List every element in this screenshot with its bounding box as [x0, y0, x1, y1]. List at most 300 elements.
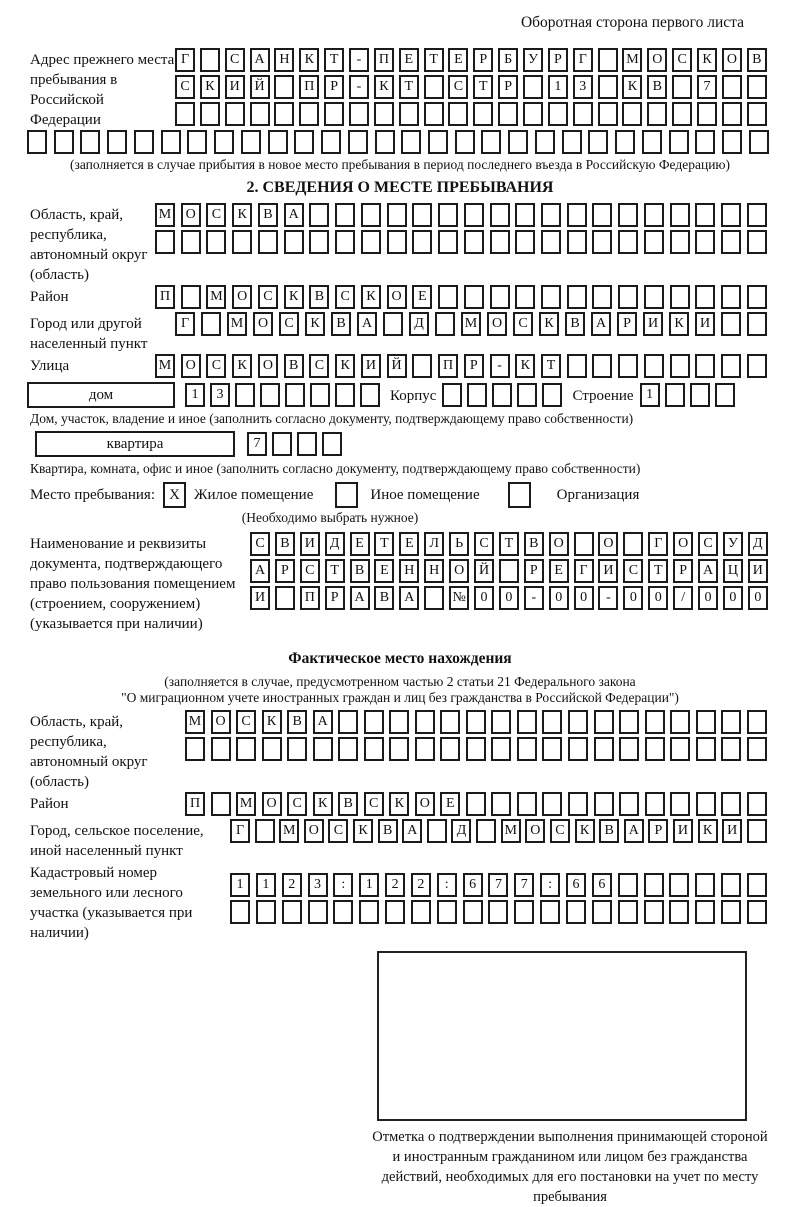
char-cell[interactable]	[588, 130, 608, 154]
char-cell[interactable]	[747, 710, 767, 734]
char-cell[interactable]: О	[181, 203, 201, 227]
char-cell[interactable]	[476, 819, 496, 843]
char-cell[interactable]: О	[232, 285, 252, 309]
char-cell[interactable]: К	[575, 819, 595, 843]
char-cell[interactable]	[490, 203, 510, 227]
char-cell[interactable]	[399, 102, 419, 126]
char-cell[interactable]: В	[378, 819, 398, 843]
char-cell[interactable]	[670, 230, 690, 254]
char-cell[interactable]	[241, 130, 261, 154]
char-cell[interactable]	[642, 130, 662, 154]
char-cell[interactable]: М	[206, 285, 226, 309]
char-cell[interactable]	[236, 737, 256, 761]
char-cell[interactable]	[232, 230, 252, 254]
char-cell[interactable]	[387, 230, 407, 254]
char-cell[interactable]	[672, 102, 692, 126]
char-cell[interactable]: -	[524, 586, 544, 610]
char-cell[interactable]	[364, 710, 384, 734]
char-cell[interactable]	[309, 230, 329, 254]
char-cell[interactable]	[747, 873, 767, 897]
char-cell[interactable]	[412, 354, 432, 378]
char-cell[interactable]	[619, 737, 639, 761]
char-cell[interactable]	[747, 102, 767, 126]
char-cell[interactable]: С	[175, 75, 195, 99]
char-cell[interactable]	[211, 737, 231, 761]
char-cell[interactable]	[481, 130, 501, 154]
char-cell[interactable]: К	[262, 710, 282, 734]
char-cell[interactable]	[695, 873, 715, 897]
char-cell[interactable]	[598, 102, 618, 126]
char-cell[interactable]: М	[236, 792, 256, 816]
char-cell[interactable]: Т	[541, 354, 561, 378]
char-cell[interactable]	[412, 203, 432, 227]
char-cell[interactable]	[440, 737, 460, 761]
char-cell[interactable]	[435, 312, 455, 336]
char-cell[interactable]	[438, 203, 458, 227]
char-cell[interactable]	[669, 130, 689, 154]
char-cell[interactable]: И	[695, 312, 715, 336]
char-cell[interactable]	[175, 102, 195, 126]
char-cell[interactable]: Р	[275, 559, 295, 583]
char-cell[interactable]	[517, 710, 537, 734]
char-cell[interactable]	[181, 230, 201, 254]
char-cell[interactable]	[272, 432, 292, 456]
char-cell[interactable]: С	[287, 792, 307, 816]
char-cell[interactable]: О	[449, 559, 469, 583]
char-cell[interactable]: Г	[648, 532, 668, 556]
char-cell[interactable]: В	[350, 559, 370, 583]
char-cell[interactable]	[455, 130, 475, 154]
char-cell[interactable]	[225, 102, 245, 126]
char-cell[interactable]	[515, 285, 535, 309]
char-cell[interactable]	[721, 710, 741, 734]
char-cell[interactable]: А	[250, 48, 270, 72]
char-cell[interactable]	[721, 737, 741, 761]
char-cell[interactable]: -	[349, 48, 369, 72]
char-cell[interactable]	[568, 792, 588, 816]
char-cell[interactable]	[644, 230, 664, 254]
char-cell[interactable]	[592, 230, 612, 254]
char-cell[interactable]	[424, 586, 444, 610]
char-cell[interactable]	[644, 900, 664, 924]
char-cell[interactable]: О	[387, 285, 407, 309]
char-cell[interactable]	[695, 130, 715, 154]
char-cell[interactable]	[473, 102, 493, 126]
char-cell[interactable]	[161, 130, 181, 154]
char-cell[interactable]: 3	[573, 75, 593, 99]
char-cell[interactable]	[294, 130, 314, 154]
char-cell[interactable]	[598, 75, 618, 99]
char-cell[interactable]	[211, 792, 231, 816]
char-cell[interactable]	[592, 354, 612, 378]
char-cell[interactable]	[374, 102, 394, 126]
char-cell[interactable]	[515, 203, 535, 227]
char-cell[interactable]: М	[155, 354, 175, 378]
char-cell[interactable]	[573, 102, 593, 126]
char-cell[interactable]: О	[487, 312, 507, 336]
char-cell[interactable]	[335, 383, 355, 407]
char-cell[interactable]: С	[250, 532, 270, 556]
char-cell[interactable]	[644, 873, 664, 897]
char-cell[interactable]: О	[673, 532, 693, 556]
char-cell[interactable]	[721, 230, 741, 254]
char-cell[interactable]	[338, 710, 358, 734]
char-cell[interactable]	[615, 130, 635, 154]
char-cell[interactable]	[285, 383, 305, 407]
char-cell[interactable]: Е	[399, 48, 419, 72]
char-cell[interactable]	[535, 130, 555, 154]
char-cell[interactable]: 1	[359, 873, 379, 897]
char-cell[interactable]	[268, 130, 288, 154]
char-cell[interactable]	[695, 230, 715, 254]
char-cell[interactable]: Г	[574, 559, 594, 583]
char-cell[interactable]	[517, 792, 537, 816]
char-cell[interactable]: 7	[697, 75, 717, 99]
char-cell[interactable]	[721, 285, 741, 309]
char-cell[interactable]	[514, 900, 534, 924]
char-cell[interactable]: Е	[374, 559, 394, 583]
char-cell[interactable]	[574, 532, 594, 556]
char-cell[interactable]: С	[236, 710, 256, 734]
char-cell[interactable]	[412, 230, 432, 254]
char-cell[interactable]	[567, 230, 587, 254]
char-cell[interactable]	[517, 383, 537, 407]
char-cell[interactable]	[415, 737, 435, 761]
char-cell[interactable]: В	[374, 586, 394, 610]
char-cell[interactable]	[185, 737, 205, 761]
char-cell[interactable]	[181, 285, 201, 309]
char-cell[interactable]: К	[697, 48, 717, 72]
char-cell[interactable]	[499, 559, 519, 583]
char-cell[interactable]: У	[723, 532, 743, 556]
char-cell[interactable]	[721, 312, 741, 336]
char-cell[interactable]	[424, 102, 444, 126]
checkbox-zhiloe[interactable]: X	[163, 482, 186, 508]
char-cell[interactable]: -	[598, 586, 618, 610]
char-cell[interactable]: О	[181, 354, 201, 378]
char-cell[interactable]: С	[309, 354, 329, 378]
char-cell[interactable]: К	[374, 75, 394, 99]
char-cell[interactable]: №	[449, 586, 469, 610]
char-cell[interactable]: В	[599, 819, 619, 843]
char-cell[interactable]	[448, 102, 468, 126]
char-cell[interactable]: И	[598, 559, 618, 583]
char-cell[interactable]	[695, 900, 715, 924]
char-cell[interactable]: О	[253, 312, 273, 336]
char-cell[interactable]	[619, 792, 639, 816]
char-cell[interactable]	[438, 230, 458, 254]
char-cell[interactable]	[749, 130, 769, 154]
char-cell[interactable]: К	[200, 75, 220, 99]
char-cell[interactable]	[618, 203, 638, 227]
char-cell[interactable]: 1	[640, 383, 660, 407]
char-cell[interactable]: П	[374, 48, 394, 72]
char-cell[interactable]	[335, 203, 355, 227]
char-cell[interactable]	[747, 792, 767, 816]
char-cell[interactable]	[721, 203, 741, 227]
char-cell[interactable]	[464, 230, 484, 254]
char-cell[interactable]	[566, 900, 586, 924]
char-cell[interactable]	[721, 900, 741, 924]
char-cell[interactable]	[361, 230, 381, 254]
char-cell[interactable]: В	[331, 312, 351, 336]
char-cell[interactable]	[437, 900, 457, 924]
char-cell[interactable]	[80, 130, 100, 154]
char-cell[interactable]	[618, 285, 638, 309]
char-cell[interactable]: О	[211, 710, 231, 734]
char-cell[interactable]	[619, 710, 639, 734]
char-cell[interactable]: В	[565, 312, 585, 336]
char-cell[interactable]: Н	[274, 48, 294, 72]
char-cell[interactable]: 2	[411, 873, 431, 897]
char-cell[interactable]	[256, 900, 276, 924]
char-cell[interactable]	[492, 383, 512, 407]
char-cell[interactable]: Е	[399, 532, 419, 556]
char-cell[interactable]: И	[748, 559, 768, 583]
char-cell[interactable]	[214, 130, 234, 154]
char-cell[interactable]: 0	[574, 586, 594, 610]
char-cell[interactable]: К	[353, 819, 373, 843]
char-cell[interactable]	[27, 130, 47, 154]
char-cell[interactable]	[623, 532, 643, 556]
char-cell[interactable]	[463, 900, 483, 924]
char-cell[interactable]: Е	[412, 285, 432, 309]
char-cell[interactable]: С	[300, 559, 320, 583]
char-cell[interactable]: И	[225, 75, 245, 99]
char-cell[interactable]: У	[523, 48, 543, 72]
char-cell[interactable]	[644, 203, 664, 227]
char-cell[interactable]	[466, 792, 486, 816]
char-cell[interactable]	[618, 900, 638, 924]
char-cell[interactable]: А	[591, 312, 611, 336]
char-cell[interactable]: М	[227, 312, 247, 336]
char-cell[interactable]: К	[232, 203, 252, 227]
char-cell[interactable]	[438, 285, 458, 309]
char-cell[interactable]	[488, 900, 508, 924]
char-cell[interactable]: Н	[399, 559, 419, 583]
char-cell[interactable]: :	[540, 873, 560, 897]
char-cell[interactable]	[324, 102, 344, 126]
char-cell[interactable]	[747, 230, 767, 254]
char-cell[interactable]	[541, 230, 561, 254]
char-cell[interactable]	[333, 900, 353, 924]
char-cell[interactable]: 1	[230, 873, 250, 897]
char-cell[interactable]	[670, 710, 690, 734]
char-cell[interactable]: С	[672, 48, 692, 72]
char-cell[interactable]: Р	[473, 48, 493, 72]
char-cell[interactable]	[618, 230, 638, 254]
char-cell[interactable]: Г	[230, 819, 250, 843]
char-cell[interactable]: 0	[698, 586, 718, 610]
char-cell[interactable]	[542, 737, 562, 761]
char-cell[interactable]	[747, 203, 767, 227]
char-cell[interactable]: А	[402, 819, 422, 843]
char-cell[interactable]: Т	[325, 559, 345, 583]
char-cell[interactable]	[542, 710, 562, 734]
char-cell[interactable]: Р	[498, 75, 518, 99]
char-cell[interactable]: 0	[648, 586, 668, 610]
char-cell[interactable]: Е	[448, 48, 468, 72]
char-cell[interactable]	[567, 354, 587, 378]
char-cell[interactable]: 7	[514, 873, 534, 897]
char-cell[interactable]: С	[623, 559, 643, 583]
char-cell[interactable]	[308, 900, 328, 924]
char-cell[interactable]	[287, 737, 307, 761]
char-cell[interactable]	[747, 312, 767, 336]
char-cell[interactable]	[491, 737, 511, 761]
char-cell[interactable]	[568, 710, 588, 734]
char-cell[interactable]: К	[305, 312, 325, 336]
char-cell[interactable]: А	[284, 203, 304, 227]
char-cell[interactable]: О	[258, 354, 278, 378]
char-cell[interactable]	[721, 873, 741, 897]
char-cell[interactable]	[206, 230, 226, 254]
char-cell[interactable]	[201, 312, 221, 336]
char-cell[interactable]	[275, 586, 295, 610]
char-cell[interactable]	[375, 130, 395, 154]
char-cell[interactable]: К	[622, 75, 642, 99]
char-cell[interactable]: /	[673, 586, 693, 610]
char-cell[interactable]	[721, 792, 741, 816]
char-cell[interactable]	[598, 48, 618, 72]
char-cell[interactable]: Г	[175, 48, 195, 72]
char-cell[interactable]	[622, 102, 642, 126]
char-cell[interactable]: Е	[440, 792, 460, 816]
char-cell[interactable]: Г	[573, 48, 593, 72]
char-cell[interactable]: И	[361, 354, 381, 378]
char-cell[interactable]: Л	[424, 532, 444, 556]
char-cell[interactable]	[260, 383, 280, 407]
char-cell[interactable]	[274, 75, 294, 99]
char-cell[interactable]: Ь	[449, 532, 469, 556]
char-cell[interactable]: К	[232, 354, 252, 378]
char-cell[interactable]	[322, 432, 342, 456]
char-cell[interactable]: М	[185, 710, 205, 734]
char-cell[interactable]: Й	[474, 559, 494, 583]
char-cell[interactable]: С	[364, 792, 384, 816]
char-cell[interactable]	[548, 102, 568, 126]
char-cell[interactable]: 3	[210, 383, 230, 407]
char-cell[interactable]: 0	[474, 586, 494, 610]
char-cell[interactable]: А	[357, 312, 377, 336]
char-cell[interactable]	[255, 819, 275, 843]
char-cell[interactable]: Т	[424, 48, 444, 72]
char-cell[interactable]: -	[490, 354, 510, 378]
char-cell[interactable]	[282, 900, 302, 924]
char-cell[interactable]	[696, 792, 716, 816]
char-cell[interactable]	[498, 102, 518, 126]
char-cell[interactable]: :	[333, 873, 353, 897]
char-cell[interactable]	[540, 900, 560, 924]
char-cell[interactable]: И	[643, 312, 663, 336]
char-cell[interactable]: Й	[250, 75, 270, 99]
char-cell[interactable]	[747, 737, 767, 761]
char-cell[interactable]	[690, 383, 710, 407]
char-cell[interactable]: Р	[325, 586, 345, 610]
char-cell[interactable]: К	[284, 285, 304, 309]
char-cell[interactable]	[309, 203, 329, 227]
char-cell[interactable]	[389, 737, 409, 761]
char-cell[interactable]	[647, 102, 667, 126]
char-cell[interactable]: О	[722, 48, 742, 72]
char-cell[interactable]	[415, 710, 435, 734]
char-cell[interactable]: 7	[247, 432, 267, 456]
char-cell[interactable]	[401, 130, 421, 154]
char-cell[interactable]: П	[299, 75, 319, 99]
char-cell[interactable]: К	[515, 354, 535, 378]
char-cell[interactable]	[360, 383, 380, 407]
char-cell[interactable]	[747, 75, 767, 99]
char-cell[interactable]	[464, 203, 484, 227]
char-cell[interactable]	[670, 737, 690, 761]
char-cell[interactable]: А	[313, 710, 333, 734]
char-cell[interactable]: О	[598, 532, 618, 556]
char-cell[interactable]: С	[258, 285, 278, 309]
char-cell[interactable]: Р	[524, 559, 544, 583]
char-cell[interactable]	[464, 285, 484, 309]
char-cell[interactable]: Р	[464, 354, 484, 378]
char-cell[interactable]	[466, 737, 486, 761]
char-cell[interactable]	[669, 873, 689, 897]
char-cell[interactable]	[262, 737, 282, 761]
char-cell[interactable]	[645, 710, 665, 734]
char-cell[interactable]	[54, 130, 74, 154]
char-cell[interactable]: М	[155, 203, 175, 227]
char-cell[interactable]: Е	[350, 532, 370, 556]
char-cell[interactable]: Т	[499, 532, 519, 556]
char-cell[interactable]	[359, 900, 379, 924]
char-cell[interactable]	[644, 354, 664, 378]
char-cell[interactable]: К	[313, 792, 333, 816]
char-cell[interactable]: Т	[473, 75, 493, 99]
checkbox-inoe[interactable]	[335, 482, 358, 508]
char-cell[interactable]	[670, 354, 690, 378]
char-cell[interactable]	[721, 354, 741, 378]
char-cell[interactable]: К	[299, 48, 319, 72]
char-cell[interactable]	[235, 383, 255, 407]
char-cell[interactable]	[592, 900, 612, 924]
char-cell[interactable]	[695, 354, 715, 378]
char-cell[interactable]	[107, 130, 127, 154]
char-cell[interactable]	[200, 102, 220, 126]
char-cell[interactable]	[187, 130, 207, 154]
char-cell[interactable]	[517, 737, 537, 761]
char-cell[interactable]	[364, 737, 384, 761]
char-cell[interactable]: О	[525, 819, 545, 843]
char-cell[interactable]: К	[335, 354, 355, 378]
char-cell[interactable]	[490, 285, 510, 309]
char-cell[interactable]: С	[448, 75, 468, 99]
char-cell[interactable]: А	[250, 559, 270, 583]
char-cell[interactable]	[491, 710, 511, 734]
char-cell[interactable]: С	[698, 532, 718, 556]
char-cell[interactable]: 2	[385, 873, 405, 897]
char-cell[interactable]: О	[304, 819, 324, 843]
char-cell[interactable]: 0	[499, 586, 519, 610]
char-cell[interactable]: 3	[308, 873, 328, 897]
char-cell[interactable]: С	[279, 312, 299, 336]
char-cell[interactable]	[618, 354, 638, 378]
char-cell[interactable]	[567, 203, 587, 227]
char-cell[interactable]	[747, 285, 767, 309]
char-cell[interactable]: Ц	[723, 559, 743, 583]
char-cell[interactable]	[670, 203, 690, 227]
char-cell[interactable]	[645, 737, 665, 761]
char-cell[interactable]	[466, 710, 486, 734]
char-cell[interactable]: Т	[648, 559, 668, 583]
char-cell[interactable]: Н	[424, 559, 444, 583]
char-cell[interactable]: И	[250, 586, 270, 610]
